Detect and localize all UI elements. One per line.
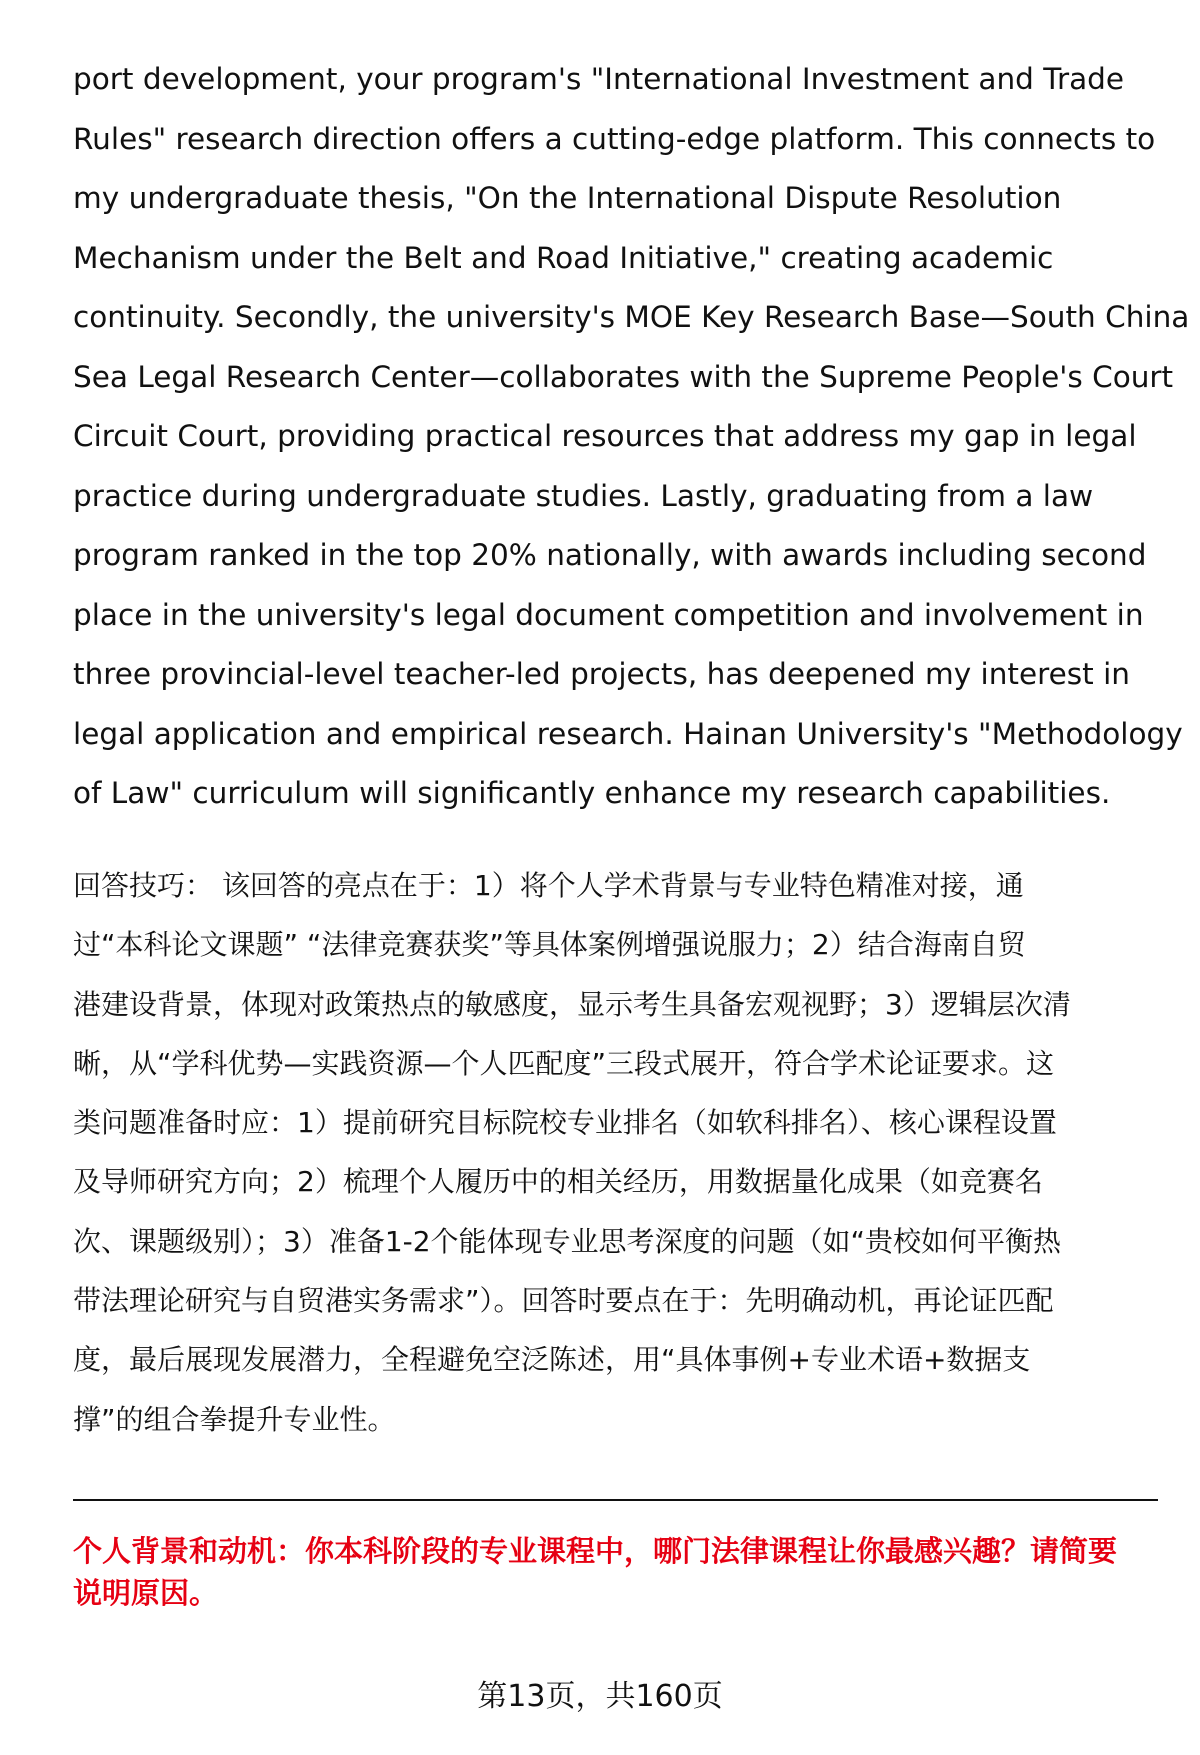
tips-line: 带法理论研究与自贸港实务需求”）。回答时要点在于：先明确动机，再论证匹配 <box>73 1284 1054 1318</box>
tips-line: 过“本科论文课题” “法律竞赛获奖”等具体案例增强说服力；2）结合海南自贸 <box>73 928 1026 962</box>
answer-line: Mechanism under the Belt and Road Initiative," creating academic <box>73 240 1054 275</box>
answer-line: program ranked in the top 20% nationally, with awards including second <box>73 538 1147 572</box>
answer-paragraph <box>73 50 1190 824</box>
answer-line: continuity. Secondly, the university's MOE Key Research Base—South China <box>73 300 1190 334</box>
answer-line: practice during undergraduate studies. Lastly, graduating from a law <box>73 478 1094 513</box>
tips-line: 及导师研究方向；2）梳理个人履历中的相关经历，用数据量化成果（如竞赛名 <box>73 1165 1043 1199</box>
tips-line: 晰，从“学科优势—实践资源—个人匹配度”三段式展开，符合学术论证要求。这 <box>73 1046 1055 1080</box>
answer-line: Circuit Court, providing practical resources that address my gap in legal <box>73 419 1137 453</box>
section-divider <box>73 1499 1158 1501</box>
next-question-heading <box>73 1530 1158 1614</box>
tips-paragraph <box>73 856 1158 1449</box>
answer-line: port development, your program's "International Investment and Trade <box>73 62 1125 96</box>
tips-line: 回答技巧： 该回答的亮点在于：1）将个人学术背景与专业特色精准对接，通 <box>73 869 1024 902</box>
tips-line: 港建设背景，体现对政策热点的敏感度，显示考生具备宏观视野；3）逻辑层次清 <box>73 987 1071 1021</box>
answer-line: my undergraduate thesis, "On the International Dispute Resolution <box>73 181 1062 215</box>
question-line: 说明原因。 <box>73 1576 219 1610</box>
tips-line: 次、课题级别）；3）准备1-2个能体现专业思考深度的问题（如“贵校如何平衡热 <box>73 1224 1062 1258</box>
answer-line: Rules" research direction offers a cutting-edge platform. This connects to <box>73 121 1156 156</box>
answer-line: place in the university's legal document competition and involvement in <box>73 597 1144 632</box>
tips-line: 撑”的组合拳提升专业性。 <box>73 1402 396 1436</box>
tips-line: 类问题准备时应：1）提前研究目标院校专业排名（如软科排名）、核心课程设置 <box>73 1106 1057 1140</box>
answer-line: of Law" curriculum will significantly enhance my research capabilities. <box>73 776 1111 810</box>
tips-line: 度，最后展现发展潜力，全程避免空泛陈述，用“具体事例+专业术语+数据支 <box>73 1343 1031 1377</box>
question-line: 个人背景和动机：你本科阶段的专业课程中，哪门法律课程让你最感兴趣？请简要 <box>73 1534 1118 1568</box>
page-number: 第13页，共160页 <box>477 1679 723 1714</box>
answer-line: three provincial-level teacher-led projects, has deepened my interest in <box>73 657 1130 691</box>
answer-line: Sea Legal Research Center—collaborates with the Supreme People's Court <box>73 359 1174 394</box>
answer-line: legal application and empirical research. Hainan University's "Methodology <box>73 716 1183 751</box>
